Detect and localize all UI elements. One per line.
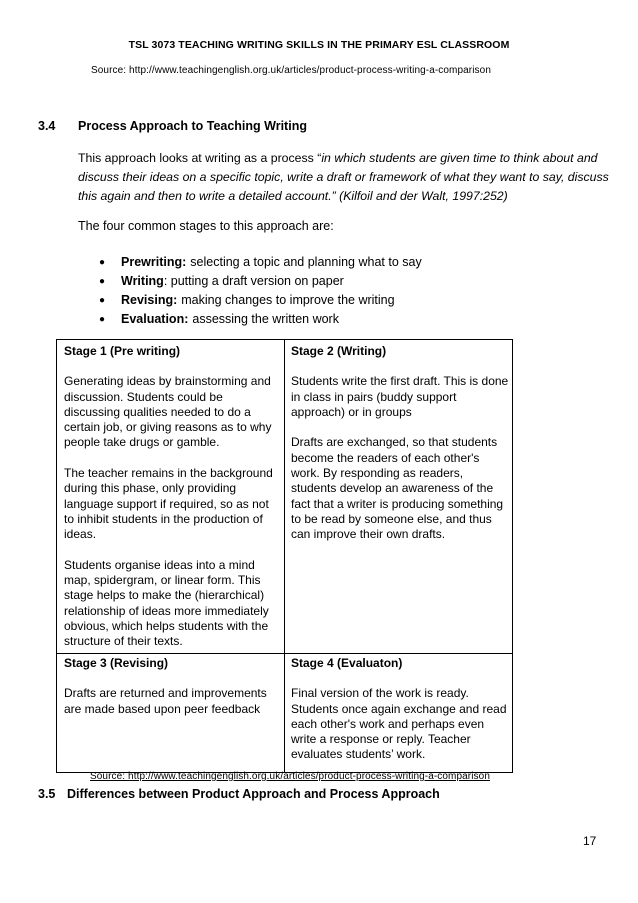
stage-1-paragraph: Generating ideas by brainstorming and discussion. Students could be discussing qualities needed to do a certain job, or giving reasons as to why people take drugs or gamble. (64, 374, 272, 450)
stages-bullet-list (99, 253, 422, 329)
bullet-item (99, 291, 422, 310)
source-citation-link[interactable]: Source: http://www.teachingenglish.org.uk/articles/product-process-writing-a-comparison (90, 771, 490, 782)
stages-intro: The four common stages to this approach are: (78, 219, 334, 233)
bullet-term: Evaluation: (121, 312, 189, 326)
section-3-5-number: 3.5 (38, 787, 56, 801)
bullet-item (99, 272, 422, 291)
table-column-divider (284, 340, 285, 772)
section-3-5-title: Differences between Product Approach and Process Approach (67, 787, 440, 801)
bullet-text: selecting a topic and planning what to say (190, 255, 422, 269)
bullet-icon: ● (99, 257, 106, 268)
bullet-term: Revising: (121, 293, 178, 307)
stage-3-title: Stage 3 (Revising) (64, 656, 169, 670)
stage-1-paragraph: Students organise ideas into a mind map, spidergram, or linear form. This stage helps to make the (hierarchical) relationship of ideas more immediately obvious, which helps students with the structure of their texts. (64, 557, 269, 649)
stage-2-cell (291, 344, 509, 558)
section-3-4-number: 3.4 (38, 119, 56, 133)
bullet-item (99, 310, 422, 329)
stage-2-paragraph: Drafts are exchanged, so that students become the readers of each other's work. By responding as readers, students develop an awareness of the fact that a writer is producing something to be read by someone else, and thus can improve their own drafts. (291, 435, 504, 542)
stage-1-cell (64, 344, 279, 665)
stage-3-cell (64, 656, 279, 732)
stage-2-title: Stage 2 (Writing) (291, 344, 387, 358)
bullet-item (99, 253, 422, 272)
stage-1-paragraph: The teacher remains in the background during this phase, only providing language support if required, so as not to inhibit students in the production of ideas. (64, 466, 273, 542)
source-citation-top: Source: http://www.teachingenglish.org.uk/articles/product-process-writing-a-comparison (91, 65, 491, 76)
bullet-text: making changes to improve the writing (181, 293, 395, 307)
stage-2-paragraph: Students write the first draft. This is done in class in pairs (buddy support approach) or in groups (291, 374, 509, 419)
intro-plain-text: This approach looks at writing as a process “ (78, 151, 322, 165)
section-3-4-title: Process Approach to Teaching Writing (78, 119, 307, 133)
stage-3-paragraph: Drafts are returned and improvements are made based upon peer feedback (64, 686, 267, 716)
stage-4-paragraph: Final version of the work is ready. Students once again exchange and read each other's work and perhaps even write a response or reply. Teacher evaluates students’ work. (291, 686, 507, 762)
running-header: TSL 3073 TEACHING WRITING SKILLS IN THE PRIMARY ESL CLASSROOM (128, 39, 510, 51)
bullet-term: Prewriting: (121, 255, 187, 269)
stages-table (56, 339, 513, 773)
intro-quote-text: in which students are given time to think about and discuss their ideas on a specific topic, write a draft or framework of what they want to say, discuss this again and then to write a detailed account.” (Kilfoil and der Walt, 1997:252) (78, 151, 609, 203)
bullet-text: assessing the written work (192, 312, 339, 326)
stage-1-title: Stage 1 (Pre writing) (64, 344, 181, 358)
stage-4-cell (291, 656, 509, 778)
bullet-icon: ● (99, 314, 106, 325)
bullet-text: : putting a draft version on paper (163, 274, 344, 288)
bullet-icon: ● (99, 276, 106, 287)
bullet-term: Writing (121, 274, 164, 288)
page-number: 17 (583, 834, 597, 848)
stage-4-title: Stage 4 (Evaluaton) (291, 656, 403, 670)
bullet-icon: ● (99, 295, 106, 306)
intro-paragraph (78, 149, 613, 206)
